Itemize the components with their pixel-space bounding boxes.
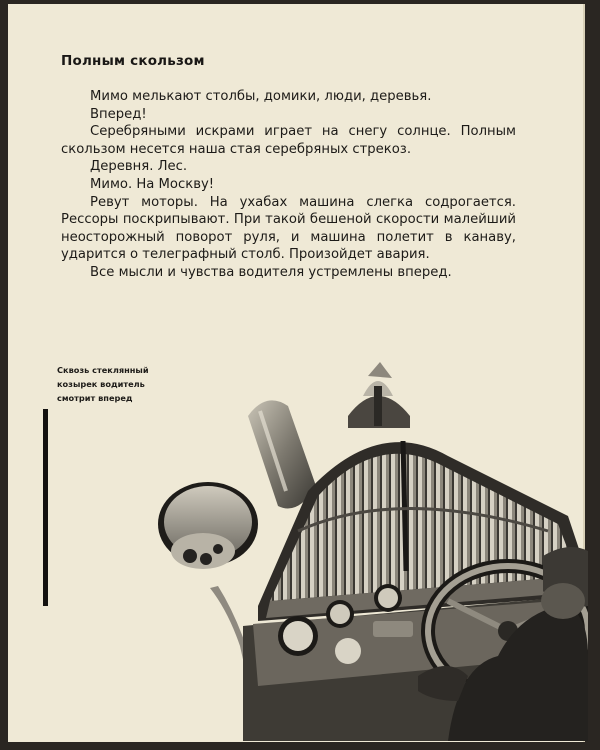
book-page: [8, 4, 585, 742]
paragraph: Ревут моторы. На ухабах машина слегка содрогается. Рессоры поскрипывают. При такой бешеной скорости малейший неосторожный поворот руля, и машина полетит в канаву, ударится о телеграфный столб. Произойдет авария.: [61, 194, 516, 263]
paragraph: Деревня. Лес.: [90, 159, 188, 175]
photo-caption: [57, 363, 157, 405]
hood-ornament: [348, 362, 410, 428]
paragraph: Все мысли и чувства водителя устремлены вперед.: [90, 264, 452, 280]
paragraph: Мимо мелькают столбы, домики, люди, деревья.: [90, 89, 432, 104]
exhaust-pipe: [248, 400, 316, 508]
body-text: [61, 88, 516, 282]
aerosled-cockpit-photo: [148, 356, 588, 741]
paragraph: Мимо. На Москву!: [90, 176, 215, 192]
caption-line: козырек водитель: [57, 379, 145, 389]
caption-line: смотрит вперед: [57, 393, 133, 403]
paragraph: Серебряными искрами играет на снегу солнце. Полным скользом несется наша стая серебряных стрекоз.: [61, 124, 516, 157]
page-title: Полным скользом: [61, 53, 205, 69]
paragraph: Вперед!: [90, 106, 147, 122]
caption-line: Сквозь стеклянный: [57, 365, 149, 375]
caption-rule: [43, 409, 48, 606]
